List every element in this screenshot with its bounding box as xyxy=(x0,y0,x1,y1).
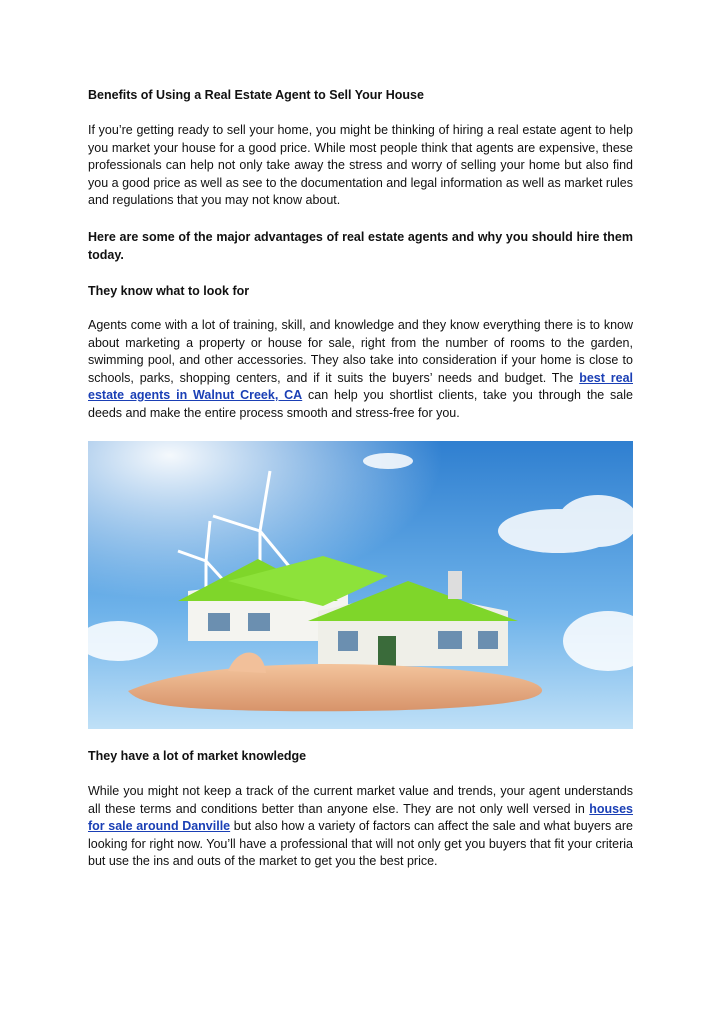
section2-text-a: While you might not keep a track of the current market value and trends, your agent understands all these terms and conditions better than anyone else. They are not only well versed in xyxy=(88,784,633,816)
house-illustration xyxy=(88,441,633,729)
section2-body xyxy=(88,783,633,871)
document-title: Benefits of Using a Real Estate Agent to Sell Your House xyxy=(88,88,424,102)
section1-heading: They know what to look for xyxy=(88,284,250,298)
section2-heading-block xyxy=(88,748,633,766)
lead-text: Here are some of the major advantages of real estate agents and why you should hire them today. xyxy=(88,230,633,262)
house-in-hand-image xyxy=(88,441,633,729)
lead-paragraph xyxy=(88,229,633,264)
section1-heading-block xyxy=(88,283,633,301)
section2-paragraph xyxy=(88,783,633,871)
section1-text-a: Agents come with a lot of training, skill, and knowledge and they know everything there is to know about marketing a property or house for sale, right from the number of rooms to the garden, swimming pool, and other accessories. They also take into consideration if your home is close to schools, parks, shopping centers, and if it suits the buyers’ needs and budget. The xyxy=(88,318,633,385)
section2-heading: They have a lot of market knowledge xyxy=(88,749,307,763)
walnut-creek-agents-link[interactable]: best real estate agents in Walnut Creek, CA xyxy=(88,370,633,402)
section1-text-b: can help you shortlist clients, take you through the sale deeds and make the entire process smooth and stress-free for you. xyxy=(88,388,633,420)
intro-text: If you’re getting ready to sell your home, you might be thinking of hiring a real estate agent to help you market your house for a good price. While most people think that agents are expensive, these professionals can help not only take away the stress and worry of selling your home but also find you a good price as well as see to the documentation and legal information as well as market rules and regulations that you may not know about. xyxy=(88,123,633,207)
section1-body xyxy=(88,317,633,422)
section1-paragraph xyxy=(88,317,633,422)
section2-text-b: but also how a variety of factors can affect the sale and what buyers are looking for right now. You’ll have a professional that will not only get you buyers that fit your criteria but use the ins and outs of the market to get you the best price. xyxy=(88,819,633,868)
danville-houses-link[interactable]: houses for sale around Danville xyxy=(88,801,633,833)
intro-paragraph xyxy=(88,122,633,210)
